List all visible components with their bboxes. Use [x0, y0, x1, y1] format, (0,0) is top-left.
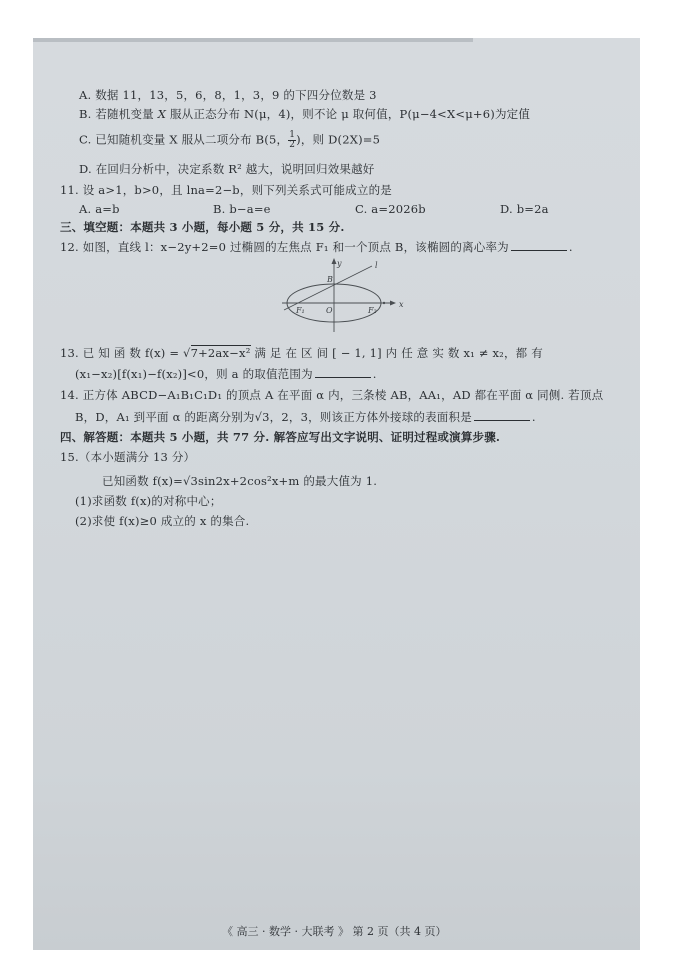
q10-option-b-prefix: B. 若随机变量	[79, 107, 158, 121]
q14-line-1: 14. 正方体 ABCD−A₁B₁C₁D₁ 的顶点 A 在平面 α 内，三条棱 AB，AA₁，AD 都在平面 α 同侧. 若顶点	[60, 388, 604, 402]
label-x: x	[399, 300, 404, 309]
q11-option-c: C. a=2026b	[355, 202, 426, 216]
q12-answer-blank	[511, 240, 567, 251]
label-f2: F₂	[368, 306, 377, 315]
q13-end: .	[372, 367, 377, 381]
q14-line-2	[75, 410, 536, 424]
q13-line-2	[75, 367, 377, 381]
label-b: B	[327, 275, 333, 284]
label-y: y	[337, 259, 342, 268]
q15-header: 15.（本小题满分 13 分）	[60, 450, 196, 464]
q10-option-c	[79, 131, 380, 150]
q10-option-b-rest: 服从正态分布 N(μ，4)，则不论 μ 取何值，P(μ−4<X<μ+6)为定值	[166, 107, 531, 121]
fraction-one-half	[288, 131, 296, 150]
q15-part-1: (1)求函数 f(x)的对称中心；	[75, 494, 222, 508]
q12-end: .	[568, 240, 573, 254]
label-l: l	[375, 261, 378, 270]
section-4-heading: 四、解答题：本题共 5 小题，共 77 分. 解答应写出文字说明、证明过程或演算步骤.	[60, 430, 501, 444]
section-3-heading: 三、填空题：本题共 3 小题，每小题 5 分，共 15 分.	[60, 220, 345, 234]
fraction-numerator: 1	[289, 130, 296, 140]
q13-answer-blank	[315, 367, 371, 378]
q12-stem	[60, 240, 573, 254]
q10-option-a: A. 数据 11，13，5，6，8，1，3，9 的下四分位数是 3	[79, 88, 377, 102]
q10-option-d: D. 在回归分析中，决定系数 R² 越大，说明回归效果越好	[79, 162, 375, 176]
q13-sqrt-expression: 7+2ax−x²	[190, 346, 251, 360]
focus-f2-dot	[383, 302, 385, 304]
q15-stem: 已知函数 f(x)=√3sin2x+2cos²x+m 的最大值为 1.	[102, 474, 378, 488]
q10-option-b	[79, 107, 530, 121]
ellipse-figure	[282, 256, 412, 332]
q11-stem: 11. 设 a>1，b>0，且 lna=2−b，则下列关系式可能成立的是	[60, 183, 392, 197]
q13-text-2: (x₁−x₂)[f(x₁)−f(x₂)]<0，则 a 的取值范围为	[75, 367, 313, 381]
q13-prefix: 13. 已 知 函 数 f(x) =	[60, 346, 184, 360]
q13-line-1: 13. 已 知 函 数 f(x) = √7+2ax−x² 满 足 在 区 间 [ − 1, 1] 内 任 意 实 数 x₁ ≠ x₂，都 有	[60, 346, 543, 360]
fraction-denominator: 2	[289, 140, 296, 150]
q11-option-a: A. a=b	[79, 202, 120, 216]
q14-text-2: B，D，A₁ 到平面 α 的距离分别为√3，2，3，则该正方体外接球的表面积是	[75, 410, 472, 424]
q11-option-b: B. b−a=e	[213, 202, 271, 216]
q14-answer-blank	[474, 410, 530, 421]
q13-suffix: 满 足 在 区 间 [ − 1, 1] 内 任 意 实 数 x₁ ≠ x₂，都 有	[250, 346, 543, 360]
label-o: O	[326, 306, 333, 315]
q15-part-2: (2)求使 f(x)≥0 成立的 x 的集合.	[75, 514, 250, 528]
q10-option-c-suffix: )，则 D(2X)=5	[296, 132, 381, 147]
q10-option-b-var: X	[157, 107, 167, 121]
q10-option-c-prefix: C. 已知随机变量 X 服从二项分布 B(5，	[79, 132, 289, 147]
x-axis-arrow-icon	[390, 301, 396, 306]
page-footer: 《 高三 · 数学 · 大联考 》 第 2 页（共 4 页）	[222, 925, 447, 938]
q12-text: 12. 如图，直线 l：x−2y+2=0 过椭圆的左焦点 F₁ 和一个顶点 B，该椭圆的离心率为	[60, 240, 509, 254]
paper-edge-shadow	[33, 38, 473, 42]
label-f1: F₁	[296, 306, 305, 315]
q11-option-d: D. b=2a	[500, 202, 549, 216]
y-axis-arrow-icon	[332, 258, 337, 264]
q14-end: .	[531, 410, 536, 424]
